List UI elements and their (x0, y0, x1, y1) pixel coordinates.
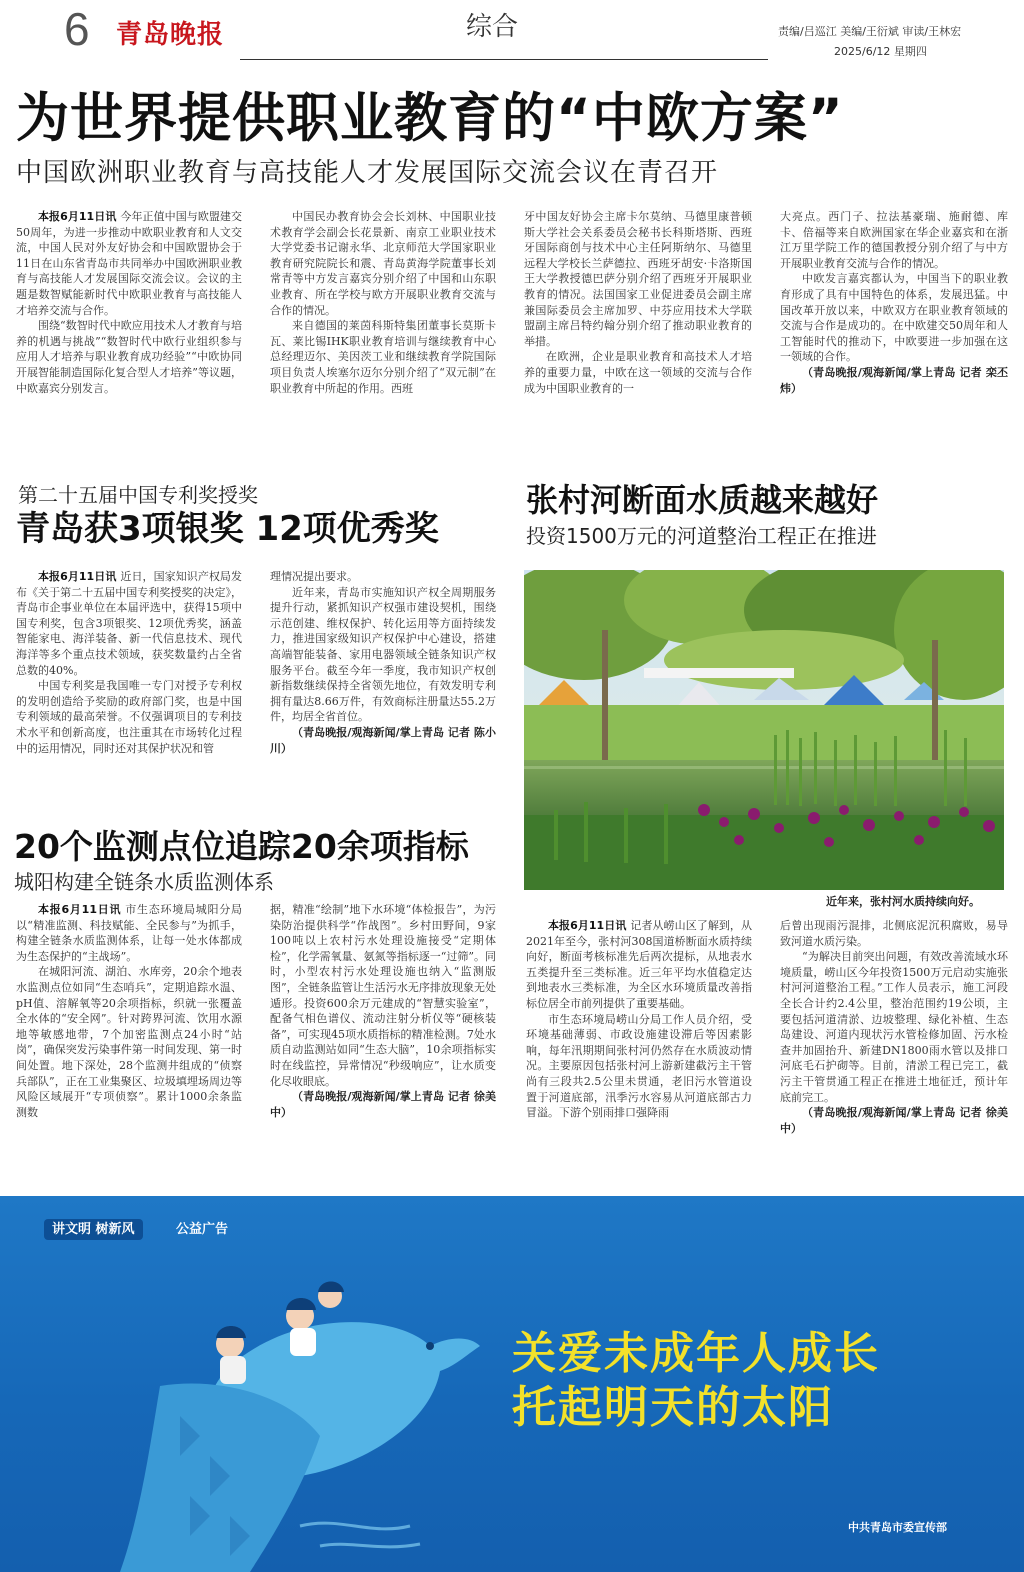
article1-col3: 牙中国友好协会主席卡尔莫纳、马德里康普顿斯大学社会关系委员会秘书长科斯塔斯、西班牙国际商创与技术中心主任阿斯纳尔、马德里远程大学校长兰萨德拉、西班牙胡安·卡洛斯国王大学教授德巴萨分别介绍了西班牙开展职业教育的情况。法国国家工业促进委员会副主席兼国际委员会主席加罗、中芬应用技术大学联盟副主席吕特约翰分别介绍了推动职业教育的举措。 在欧洲，企业是职业教育和高技术人才培养的重要力量，中欧在这一领域的交流与合作成为中国职业教育的一 (524, 210, 752, 395)
article1-col2: 中国民办教育协会会长刘林、中国职业技术教育学会副会长花景新、南京工业职业技术大学党委书记谢永华、北京师范大学国家职业教育研究院院长和震、青岛黄海学院董事长刘常青等中方发言嘉宾分别介绍了中国和山东职业教育、所在学校与欧方开展职业教育交流与合作的情况。 来自德国的莱茵科斯特集团董事长莫斯卡瓦、莱比锡IHK职业教育培训与继续教育中心总经理迈尔、美因茨工业和继续教育学院国际项目负责人埃塞尔迈尔分别介绍了“双元制”在职业教育中所起的作用。西班 (270, 210, 496, 395)
article3-credit: （青岛晚报/观海新闻/掌上青岛 记者 徐美中） (270, 1090, 496, 1119)
article4-subheadline: 投资1500万元的河道整治工程正在推进 (526, 524, 877, 548)
editor-credits: 责编/吕巡江 美编/王衍斌 审读/王林宏 (778, 25, 962, 38)
page-number: 6 (64, 3, 90, 55)
dateline: 本报6月11日讯 (38, 570, 117, 583)
article4-credit: （青岛晚报/观海新闻/掌上青岛 记者 徐美中） (780, 1106, 1008, 1135)
ad-type-label: 公益广告 (176, 1222, 229, 1237)
dateline: 本报6月11日讯 (38, 210, 117, 223)
photo-caption: 近年来，张村河水质持续向好。 (826, 895, 980, 908)
river-photo-illustration (524, 570, 1004, 890)
section-title: 综合 (466, 12, 519, 42)
ad-campaign-tag: 讲文明 树新风 (44, 1219, 143, 1240)
article4-headline: 张村河断面水质越来越好 (526, 481, 879, 519)
header-rule (240, 59, 768, 60)
article2-col1: 本报6月11日讯 近日，国家知识产权局发布《关于第二十五届中国专利奖授奖的决定》，青岛市企事业单位在本届评选中，获得15项中国专利奖，包含3项银奖、12项优秀奖，涵盖智能家电、海洋装备、新一代信息技术、现代海洋等多个重点技术领域，获奖数量约占全省总数的40%。 中国专利奖是我国唯一专门对授予专利权的发明创造给予奖励的政府部门奖，也是中国专利领域的最高荣誉。不仅强调项目的专利技术水平和创新高度，也注重其在市场转化过程中的运用情况，同时还对其保护状况和管 (16, 570, 242, 755)
dateline: 本报6月11日讯 (548, 919, 627, 932)
article1-subheadline: 中国欧洲职业教育与高技能人才发展国际交流会议在青召开 (16, 158, 719, 188)
article4-col2: 后曾出现雨污混排，北侧底泥沉积腐败，易导致河道水质污染。 “为解决目前突出问题，有效改善流域水环境质量，崂山区今年投资1500万元启动实施张村河河道整治工程。”工作人员表示，施工河段全长合计约2.4公里，整治范围约19公顷，主要包括河道清淤、边坡整理、绿化补植、生态岛建设、河道内现状污水管检修加固、污水检查井加固抬升、新建DN1800雨水管以及排口河底毛石护砌等。目前，清淤工程已完工，截污主干管贯通工程正在推进土地征迁，预计年底前完工。 （青岛晚报/观海新闻/掌上青岛 记者 徐美中） (780, 919, 1008, 1135)
article1-col4: 大亮点。西门子、拉法基豪瑞、施耐德、库卡、倍福等来自欧洲国家在华企业嘉宾和在浙江万里学院工作的德国教授分别介绍了与中方开展职业教育交流与合作的情况。 中欧发言嘉宾都认为，中国当下的职业教育形成了具有中国特色的体系，发展迅猛。中国改革开放以来，中欧双方在职业教育领域的交流与合作是成功的。在中欧建交50周年和人工智能时代的推动下，中欧要进一步加强在这一领域的合作。 （青岛晚报/观海新闻/掌上青岛 记者 栾丕炜） (780, 210, 1008, 395)
dateline: 本报6月11日讯 (38, 903, 122, 916)
article3-subheadline: 城阳构建全链条水质监测体系 (14, 870, 274, 894)
ad-slogan-line1: 关爱未成年人成长 (512, 1328, 880, 1379)
publication-date: 2025/6/12 星期四 (834, 45, 927, 58)
article3-headline: 20个监测点位追踪20余项指标 (14, 827, 469, 866)
article2-headline: 青岛获3项银奖 12项优秀奖 (16, 509, 439, 549)
article1-headline: 为世界提供职业教育的“中欧方案” (16, 88, 844, 149)
ad-slogan-line2: 托起明天的太阳 (512, 1382, 834, 1433)
article3-col1: 本报6月11日讯 市生态环境局城阳分局以“精准监测、科技赋能、全民参与”为抓手，构建全链条水质监测体系，让每一处水体都成为生态保护的“主战场”。 在城阳河流、湖泊、水库旁，20余个地表水监测点位如同“生态哨兵”，定期追踪水温、pH值、溶解氧等20余项指标，织就一张覆盖全水体的“安全网”。针对跨界河流、饮用水源地等敏感地带，7个加密监测点24小时“站岗”，确保突发污染事件第一时间发现、第一时间处置。地下深处，28个监测井组成的“侦察兵部队”，正在工业集聚区、垃圾填埋场周边等风险区域展开“专项侦察”。累计1000余条监测数 (16, 903, 242, 1119)
article4-col1: 本报6月11日讯 记者从崂山区了解到，从2021年至今，张村河308国道桥断面水质持续向好，断面考核标准先后两次提标，从地表水五类提升至三类标准。近三年平均水值稳定达到地表水三类标准，为全区水环境质量改善指标位居全市前列提供了重要基础。 市生态环境局崂山分局工作人员介绍，受环境基础薄弱、市政设施建设滞后等因素影响，每年汛期期间张村河仍然存在水质波动情况。主要原因包括张村河上游新建截污主干管尚有三段共2.5公里未贯通，老旧污水管道设置于河道底部，汛季污水容易从河道底部古力冒溢。下游个别雨排口强降雨 (526, 919, 752, 1120)
ad-sponsor: 中共青岛市委宣传部 (848, 1521, 947, 1534)
article1-credit: （青岛晚报/观海新闻/掌上青岛 记者 栾丕炜） (780, 365, 1008, 395)
article3-col2: 据，精准“绘制”地下水环境“体检报告”，为污染防治提供科学“作战图”。乡村田野间，9家100吨以上农村污水处理设施接受“定期体检”，化学需氧量、氨氮等指标逐一“过筛”。同时，小型农村污水处理设施也纳入“监测版图”，全链条监管让生活污水无序排放现象无处遁形。投资600余万元建成的“智慧实验室”，配备气相色谱仪、流动注射分析仪等“硬核装备”，可实现45项水质指标的精准检测。7处水质自动监测站如同“生态大脑”，10余项指标实时在线监控，异常情况“秒级响应”，让水质变化尽收眼底。 （青岛晚报/观海新闻/掌上青岛 记者 徐美中） (270, 903, 496, 1119)
article2-col2: 理情况提出要求。 近年来，青岛市实施知识产权全周期服务提升行动，紧抓知识产权强市建设契机，围绕示范创建、维权保护、转化运用等方面持续发力，推进国家级知识产权保护中心建设，搭建高端智能装备、家用电器领域全链条知识产权服务平台。截至今年一季度，我市知识产权创新指数继续保持全省领先地位，有效发明专利拥有量达8.66万件，有效商标注册量达55.2万件，均居全省首位。 （青岛晚报/观海新闻/掌上青岛 记者 陈小川） (270, 570, 496, 755)
article2-kicker: 第二十五届中国专利奖授奖 (18, 483, 258, 507)
article1-col1: 本报6月11日讯 今年正值中国与欧盟建交50周年，为进一步推动中欧职业教育和人文交流，中国人民对外友好协会和中国欧盟协会于11日在山东省青岛市共同举办中国欧洲职业教育与高技能人才发展国际交流会议。会议的主题是数智赋能新时代中欧职业教育与高技能人才培养交流与合作。 围绕“数智时代中欧应用技术人才教育与培养的机遇与挑战”“数智时代中欧行业组织参与应用人才培养与职业教育成功经验”“中欧协同开展智能制造国际化复合型人才培养”等议题，中欧嘉宾分别发言。 (16, 210, 242, 395)
newspaper-logo: 青岛晚报 (116, 20, 225, 50)
river-photo (524, 570, 1004, 890)
article2-credit: （青岛晚报/观海新闻/掌上青岛 记者 陈小川） (270, 725, 496, 755)
